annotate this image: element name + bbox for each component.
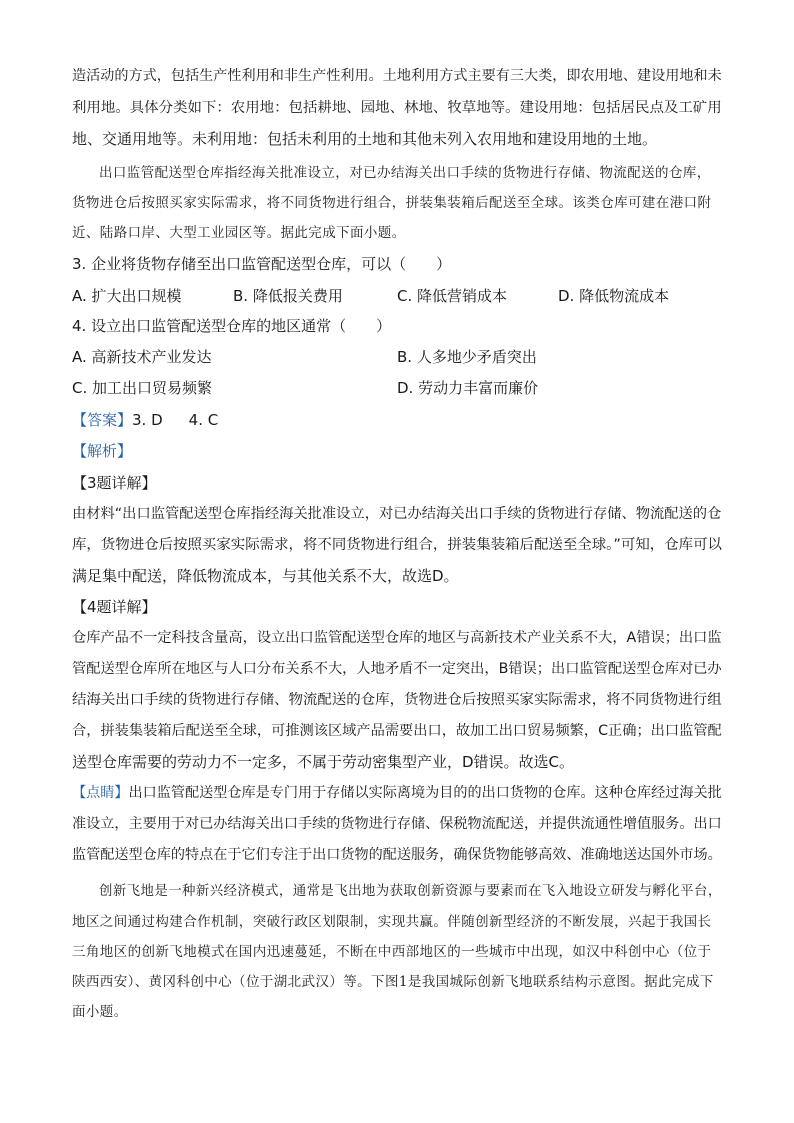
material2-line-2: 地区之间通过构建合作机制，突破行政区划限制，实现共赢。伴随创新型经济的不断发展，兴起于我国长 [72,914,712,930]
detail-4-line-3: 结海关出口手续的货物进行存储、物流配送的仓库，货物进仓后按照买家实际需求，将不同货物进行组 [72,692,722,708]
tip-tag: 【点睛】 [72,785,129,801]
detail-4-tag: 【4题详解】 [72,598,157,616]
intro-line-3: 地、交通用地等。未利用地：包括未利用的土地和其他未列入农用地和建设用地的土地。 [72,130,658,148]
intro-line-2: 利用地。具体分类如下：农用地：包括耕地、园地、林地、牧草地等。建设用地：包括居民点及工矿用 [72,100,722,116]
detail-3-line-2: 库，货物进仓后按照买家实际需求，将不同货物进行组合，拼装集装箱后配送至全球。”可知，仓库可以 [72,537,722,553]
intro-line-1: 造活动的方式，包括生产性利用和非生产性利用。土地利用方式主要有三大类，即农用地、建设用地和未 [72,68,722,84]
tip-line-1 [72,783,722,803]
q4-option-d: D. 劳动力丰富而廉价 [397,379,539,397]
question-3-stem: 3. 企业将货物存储至出口监管配送型仓库，可以（ ） [72,255,452,273]
answer-tag: 【答案】 [72,411,133,429]
detail-3-tag: 【3题详解】 [72,474,157,492]
material1-line-1: 出口监管配送型仓库指经海关批准设立，对已办结海关出口手续的货物进行存储、物流配送的仓库， [99,165,711,181]
tip-line-3: 监管配送型仓库的特点在于它们专注于出口货物的配送服务，确保货物能够高效、准确地送达国外市场。 [72,847,722,863]
answer-4: 4. C [188,411,219,429]
material1-line-3: 近、陆路口岸、大型工业园区等。据此完成下面小题。 [72,225,406,241]
analysis-tag: 【解析】 [72,442,133,460]
material2-line-3: 三角地区的创新飞地模式在国内迅速蔓延，不断在中西部地区的一些城市中出现，如汉中科创中心（位于 [72,944,712,960]
question-4-stem: 4. 设立出口监管配送型仓库的地区通常（ ） [72,317,392,335]
tip-line-2: 准设立，主要用于对已办结海关出口手续的货物进行存储、保税物流配送，并提供流通性增值服务。出口 [72,816,722,832]
material2-line-4: 陕西西安）、黄冈科创中心（位于湖北武汉）等。下图1是我国城际创新飞地联系结构示意图。据此完成下 [72,974,714,990]
detail-4-line-5: 送型仓库需要的劳动力不一定多，不属于劳动密集型产业，D错误。故选C。 [72,753,575,771]
q4-option-a: A. 高新技术产业发达 [72,348,212,366]
q3-option-d: D. 降低物流成本 [558,287,670,305]
tip-first-text: 出口监管配送型仓库是专门用于存储以实际离境为目的的出口货物的仓库。这种仓库经过海关批 [128,785,722,801]
material2-line-5: 面小题。 [72,1004,128,1020]
detail-3-line-3: 满足集中配送，降低物流成本，与其他关系不大，故选D。 [72,567,459,585]
q3-option-c: C. 降低营销成本 [397,287,508,305]
q4-option-c: C. 加工出口贸易频繁 [72,379,213,397]
answer-3: 3. D [132,411,163,429]
material1-line-2: 货物进仓后按照买家实际需求，将不同货物进行组合，拼装集装箱后配送至全球。该类仓库可建在港口附 [72,195,712,211]
detail-4-line-1: 仓库产品不一定科技含量高，设立出口监管配送型仓库的地区与高新技术产业关系不大，A错误；出口监 [72,630,722,646]
answer-row [72,410,218,430]
detail-4-line-2: 管配送型仓库所在地区与人口分布关系不大，人地矛盾不一定突出，B错误；出口监管配送型仓库对已办 [72,661,722,677]
q4-option-b: B. 人多地少矛盾突出 [397,348,537,366]
q3-option-b: B. 降低报关费用 [233,287,343,305]
detail-3-line-1: 由材料“出口监管配送型仓库指经海关批准设立，对已办结海关出口手续的货物进行存储、物流配送的仓 [72,506,722,522]
material2-line-1: 创新飞地是一种新兴经济模式，通常是飞出地为获取创新资源与要素而在飞入地设立研发与孵化平台， [99,884,722,899]
detail-4-line-4: 合，拼装集装箱后配送至全球，可推测该区域产品需要出口，故加工出口贸易频繁，C正确；出口监管配 [72,723,722,739]
q3-option-a: A. 扩大出口规模 [72,287,182,305]
